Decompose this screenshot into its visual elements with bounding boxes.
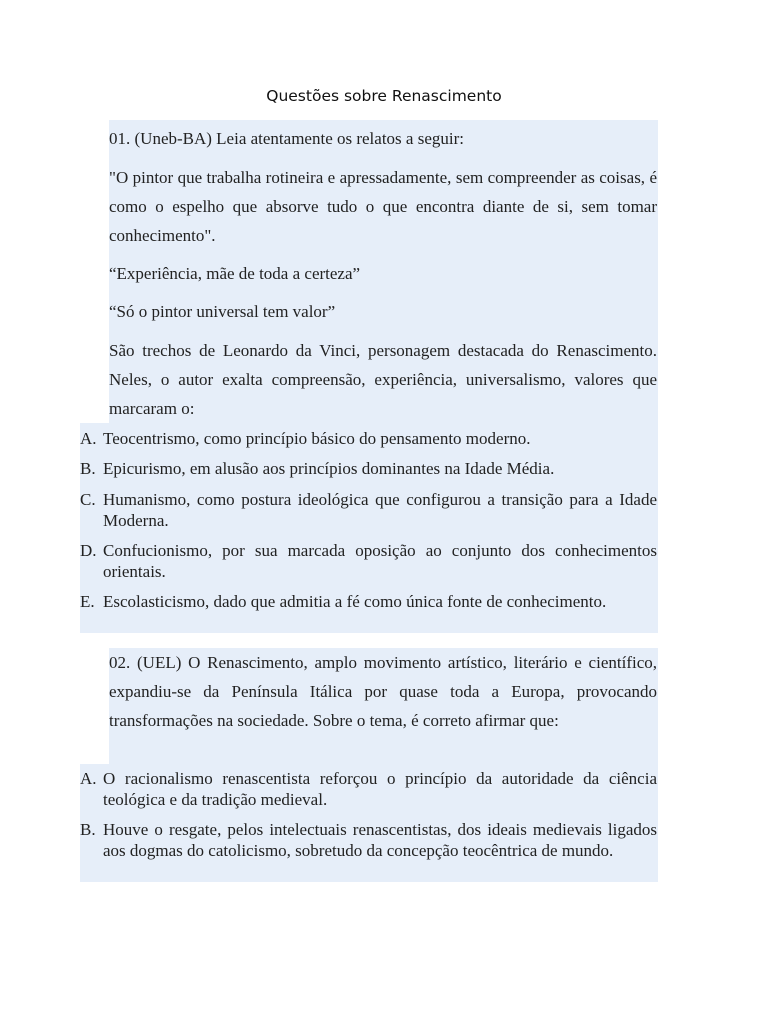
question-1-option-b: [80, 458, 657, 479]
option-letter: E.: [80, 592, 95, 611]
question-1-stem: São trechos de Leonardo da Vinci, personagem destacada do Renascimento. Neles, o autor exalta compreensão, experiência, universalismo, valores que marcaram o:: [109, 341, 657, 418]
option-letter: A.: [80, 429, 97, 448]
question-1-quote-2: “Experiência, mãe de toda a certeza”: [109, 264, 361, 283]
option-text: Humanismo, como postura ideológica que configurou a transição para a Idade Moderna.: [103, 490, 657, 530]
question-2-option-a: [80, 768, 657, 810]
question-1-option-a: [80, 428, 657, 449]
question-1-option-d: [80, 540, 657, 582]
question-2-option-b: [80, 819, 657, 861]
option-text: Teocentrismo, como princípio básico do pensamento moderno.: [103, 429, 531, 448]
question-1-quote-1: "O pintor que trabalha rotineira e apressadamente, sem compreender as coisas, é como o espelho que absorve tudo o que encontra diante de si, sem tomar conhecimento".: [109, 168, 657, 245]
option-letter: B.: [80, 459, 96, 478]
option-letter: D.: [80, 541, 97, 560]
option-letter: A.: [80, 769, 97, 788]
question-1-intro: 01. (Uneb-BA) Leia atentamente os relatos a seguir:: [109, 129, 464, 148]
option-text: Escolasticismo, dado que admitia a fé como única fonte de conhecimento.: [103, 592, 607, 611]
question-1-option-c: [80, 489, 657, 531]
option-letter: B.: [80, 820, 96, 839]
option-letter: C.: [80, 490, 96, 509]
option-text: O racionalismo renascentista reforçou o princípio da autoridade da ciência teológica e da tradição medieval.: [103, 769, 657, 809]
question-2-stem: 02. (UEL) O Renascimento, amplo movimento artístico, literário e científico, expandiu-se da Península Itálica por quase toda a Europa, provocando transformações na sociedade. Sobre o tema, é correto afirmar que:: [109, 653, 657, 730]
question-1-option-e: [80, 591, 657, 612]
option-text: Confucionismo, por sua marcada oposição ao conjunto dos conhecimentos orientais.: [103, 541, 657, 581]
option-text: Epicurismo, em alusão aos princípios dominantes na Idade Média.: [103, 459, 555, 478]
page-title: Questões sobre Renascimento: [266, 87, 502, 105]
question-1-quote-3: “Só o pintor universal tem valor”: [109, 302, 336, 321]
option-text: Houve o resgate, pelos intelectuais renascentistas, dos ideais medievais ligados aos dogmas do catolicismo, sobretudo da concepção teocêntrica de mundo.: [103, 820, 657, 860]
